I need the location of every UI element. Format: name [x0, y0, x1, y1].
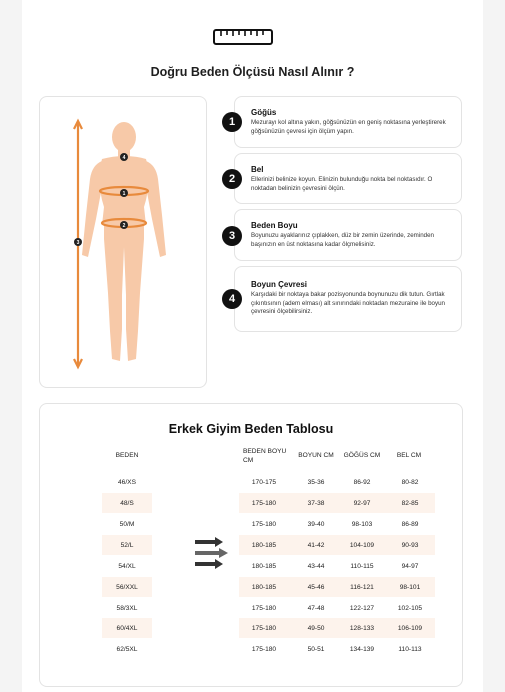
value-cell: 80-82: [401, 478, 419, 486]
value-cell: 45-46: [307, 583, 325, 591]
step-title: Göğüs: [251, 108, 277, 117]
value-cell: 110-115: [350, 562, 374, 570]
value-cell: 180-185: [251, 562, 277, 570]
table-row: [40, 556, 460, 576]
value-cell: 175-180: [251, 624, 277, 632]
table-row: [40, 535, 460, 555]
size-cell: 54/XL: [118, 562, 136, 570]
step-number: 2: [222, 169, 242, 189]
value-cell: 175-180: [251, 520, 277, 528]
step-card-neck: [228, 266, 462, 332]
value-cell: 37-38: [307, 499, 325, 507]
value-cell: 98-103: [351, 520, 373, 528]
value-cell: 104-109: [349, 541, 375, 549]
table-row: [40, 577, 460, 597]
value-cell: 106-109: [397, 624, 423, 632]
size-cell: 50/M: [119, 520, 135, 528]
value-cell: 94-97: [401, 562, 419, 570]
table-row: [40, 618, 460, 638]
value-cell: 86-89: [401, 520, 419, 528]
value-cell: 102-105: [397, 604, 423, 612]
value-cell: 180-185: [251, 583, 277, 591]
header-height: BEDEN BOYU CM: [243, 448, 287, 464]
size-guide-page: [22, 0, 483, 692]
value-cell: 128-133: [349, 624, 375, 632]
size-cell: 56/XXL: [102, 577, 152, 597]
step-text: Karşıdaki bir noktaya bakar pozisyonunda boynunuzu dik tutun. Gırtlak çıkıntısının (adem elması) alt sınırındaki noktadan mezuraine ile boyun çevresini ölçebilirsiniz.: [251, 291, 445, 316]
step-card-waist: [228, 153, 462, 204]
step-number: 3: [222, 226, 242, 246]
size-cell: 46/XS: [118, 478, 136, 486]
size-cell: 58/3XL: [116, 604, 138, 612]
value-cell: 49-50: [307, 624, 325, 632]
value-cell: 116-121: [350, 583, 374, 591]
value-cell: 90-93: [401, 541, 419, 549]
value-cell: 180-185: [251, 541, 277, 549]
table-row: [40, 493, 460, 513]
arrows-icon: [193, 536, 233, 572]
value-cell: 35-36: [307, 478, 325, 486]
value-cell: 134-139: [349, 645, 375, 653]
table-row: [40, 598, 460, 618]
size-table-panel: [39, 403, 463, 687]
value-cell: 98-101: [399, 583, 421, 591]
step-text: Mezurayı kol altına yakın, göğsünüzün en geniş noktasına yerleştirerek göğsünüzün çevresi için ölçüm yapın.: [251, 119, 446, 135]
value-cell: 175-180: [251, 604, 277, 612]
value-cell: 43-44: [307, 562, 325, 570]
header-neck: BOYUN CM: [298, 452, 334, 459]
table-row: [40, 639, 460, 659]
step-text: Boyunuzu ayaklarınız çıplakken, düz bir zemin üzerinde, zeminden başınızın en üst noktasına kadar ölçmelisiniz.: [251, 232, 434, 248]
table-row: [40, 472, 460, 492]
size-cell: 60/4XL: [102, 618, 152, 638]
value-cell: 175-180: [251, 499, 277, 507]
marker-2-label: 2: [122, 223, 126, 229]
value-cell: 50-51: [307, 645, 325, 653]
size-cell: 48/S: [102, 493, 152, 513]
body-figure-panel: [39, 96, 207, 388]
step-title: Boyun Çevresi: [251, 280, 308, 289]
marker-3-label: 3: [76, 240, 80, 246]
value-cell: 86-92: [353, 478, 371, 486]
step-text: Ellerinizi belinize koyun. Elinizin bulunduğu nokta bel noktasıdır. O noktadan belinizin çevresini ölçün.: [251, 176, 433, 192]
size-cell: 62/5XL: [116, 645, 138, 653]
step-title: Beden Boyu: [251, 221, 298, 230]
step-number: 1: [222, 112, 242, 132]
page-title: Doğru Beden Ölçüsü Nasıl Alınır ?: [150, 65, 355, 79]
table-title: Erkek Giyim Beden Tablosu: [168, 422, 334, 436]
step-title: Bel: [251, 165, 264, 174]
human-body-illustration: [40, 97, 206, 387]
value-cell: 110-113: [398, 645, 422, 653]
size-cell: 52/L: [102, 535, 152, 555]
value-cell: 47-48: [307, 604, 325, 612]
table-row: [40, 514, 460, 534]
value-cell: 92-97: [353, 499, 371, 507]
marker-1-label: 1: [122, 191, 126, 197]
ruler-icon: [213, 27, 273, 47]
step-card-chest: [228, 96, 462, 148]
step-number: 4: [222, 289, 242, 309]
header-waist: BEL CM: [396, 452, 422, 459]
header-size: BEDEN: [115, 452, 139, 459]
value-cell: 82-85: [401, 499, 419, 507]
value-cell: 39-40: [307, 520, 325, 528]
marker-4-label: 4: [122, 155, 126, 161]
value-cell: 122-127: [349, 604, 375, 612]
header-chest: GÖĞÜS CM: [343, 452, 381, 459]
step-card-height: [228, 209, 462, 261]
value-cell: 41-42: [307, 541, 325, 549]
value-cell: 170-175: [251, 478, 277, 486]
value-cell: 175-180: [251, 645, 277, 653]
